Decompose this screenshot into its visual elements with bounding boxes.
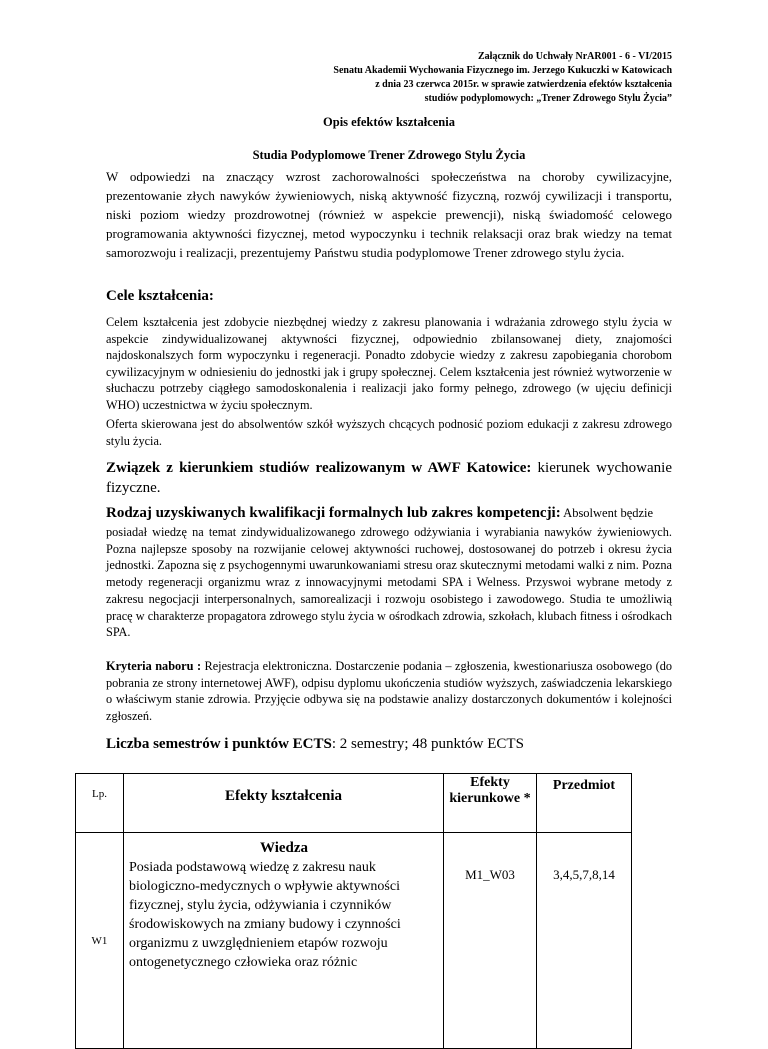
header-line-1: Załącznik do Uchwały NrAR001 - 6 - VI/2015 bbox=[478, 51, 672, 62]
ects-label: Liczba semestrów i punktów ECTS bbox=[106, 736, 332, 752]
ects-line bbox=[106, 734, 524, 754]
table-header-row bbox=[76, 774, 632, 833]
row-subjects: 3,4,5,7,8,14 bbox=[537, 833, 632, 1049]
qualifications-first: Absolwent będzie bbox=[560, 506, 654, 520]
document-subtitle: Studia Podyplomowe Trener Zdrowego Stylu Życia bbox=[252, 148, 526, 162]
intro-paragraph: W odpowiedzi na znaczący wzrost zachorowalności społeczeństwa na choroby cywilizacyjne, prezentowanie złych nawyków żywieniowych, niską aktywność fizyczną, rozwój cywilizacji i transportu, niski poziom wiedzy prozdrowotnej (również w aspekcie prewencji), niską świadomość celowego programowania aktywności fizycznej, metod wypoczynku i technik relaksacji oraz brak wiedzy na temat samorozwoju i realizacji, prezentujemy Państwu studia podyplomowe Trener zdrowego stylu życia. bbox=[106, 169, 672, 260]
relation-value: kierunek wychowanie fizyczne. bbox=[106, 460, 672, 496]
row-effect-cell bbox=[124, 833, 444, 1049]
goals-heading: Cele kształcenia: bbox=[106, 288, 214, 304]
row-effect-text: Posiada podstawową wiedzę z zakresu nauk biologiczno-medycznych o wpływie aktywności fizycznej, stylu życia, odżywiania i czynników środowiskowych na zmiany budowy i czynności organizmu z uwzględnieniem etapów rozwoju ontogenetycznego człowieka oraz różnic bbox=[129, 860, 401, 970]
qualifications-paragraph: posiadał wiedzę na temat zindywidualizowanego zdrowego odżywiania i wyrabiania nawyków żywieniowych. Pozna najlepsze sposoby na rozwijanie celowej aktywności ruchowej, dostosowanej do potrzeb i okresu życia jednostki. Zapozna się z psychogennymi uwarunkowaniami stresu oraz skutecznymi metodami walki z nim. Pozna metody regeneracji organizmu wraz z innowacyjnymi metodami SPA i Welness. Przyswoi wybrane metody z zakresu negocjacji interpersonalnych, samorealizacji i rozwoju osobistego i zawodowego. Studia te umożliwią pracę w charakterze propagatora zdrowego stylu życia w ośrodkach zdrowia, szkołach, klubach fitness i ośrodkach SPA. bbox=[106, 525, 672, 640]
goals-paragraph: Celem kształcenia jest zdobycie niezbędnej wiedzy z zakresu planowania i wdrażania zdrowego stylu życia w aspekcie zindywidualizowanej aktywności fizycznej, odpowiednio zbilansowanej diety, znajomości najdoskonalszych form wypoczynku i regeneracji. Ponadto zdobycie wiedzy z zakresu zapobiegania chorobom cywilizacyjnym w odniesieniu do jednostki jak i grupy społecznej. Celem kształcenia jest również wytworzenie w słuchaczu potrzeby ciągłego samodoskonalenia i realizacji jako formy pełnego, zdrowego (w ujęciu definicji WHO) uczestnictwa w życiu społecznym. bbox=[106, 315, 672, 412]
ects-value: : 2 semestry; 48 punktów ECTS bbox=[331, 736, 524, 752]
section-wiedza: Wiedza bbox=[259, 840, 309, 856]
effects-table bbox=[75, 773, 632, 1049]
header-lp: Lp. bbox=[76, 774, 124, 833]
row-code: M1_W03 bbox=[444, 833, 537, 1049]
relation-paragraph bbox=[106, 458, 672, 498]
header-line-2: Senatu Akademii Wychowania Fizycznego im. Jerzego Kukuczki w Katowicach bbox=[333, 65, 672, 76]
header-effects: Efekty kształcenia bbox=[124, 774, 444, 833]
document-title: Opis efektów kształcenia bbox=[323, 115, 455, 129]
qualifications-heading-line bbox=[106, 503, 672, 523]
qualifications-label: Rodzaj uzyskiwanych kwalifikacji formalnych lub zakres kompetencji: bbox=[106, 505, 561, 521]
recruitment-paragraph bbox=[106, 658, 672, 724]
recruitment-text: Rejestracja elektroniczna. Dostarczenie podania – zgłoszenia, kwestionariusza osobowego (do pobrania ze strony internetowej AWF), odpisu dyplomu ukończenia studiów wyższych, zaświadczenia lekarskiego o właściwym stanie zdrowia. Przyjęcie odbywa się na podstawie analizy dostarczonych dokumentów i kolejności zgłoszeń. bbox=[106, 659, 672, 723]
recruitment-label: Kryteria naboru : bbox=[106, 659, 202, 673]
table-row bbox=[76, 833, 632, 1049]
document-header bbox=[333, 50, 672, 106]
audience-paragraph: Oferta skierowana jest do absolwentów szkół wyższych chcących podnosić poziom edukacji z zakresu zdrowego stylu życia. bbox=[106, 417, 672, 448]
header-line-3: z dnia 23 czerwca 2015r. w sprawie zatwierdzenia efektów kształcenia bbox=[375, 79, 672, 90]
row-lp: W1 bbox=[76, 833, 124, 1049]
header-subject: Przedmiot bbox=[537, 774, 632, 833]
header-line-4: studiów podyplomowych: „Trener Zdrowego Stylu Życia” bbox=[424, 93, 672, 104]
header-directional-effects: Efekty kierunkowe * bbox=[444, 774, 537, 833]
relation-label: Związek z kierunkiem studiów realizowanym w AWF Katowice: bbox=[106, 460, 532, 476]
